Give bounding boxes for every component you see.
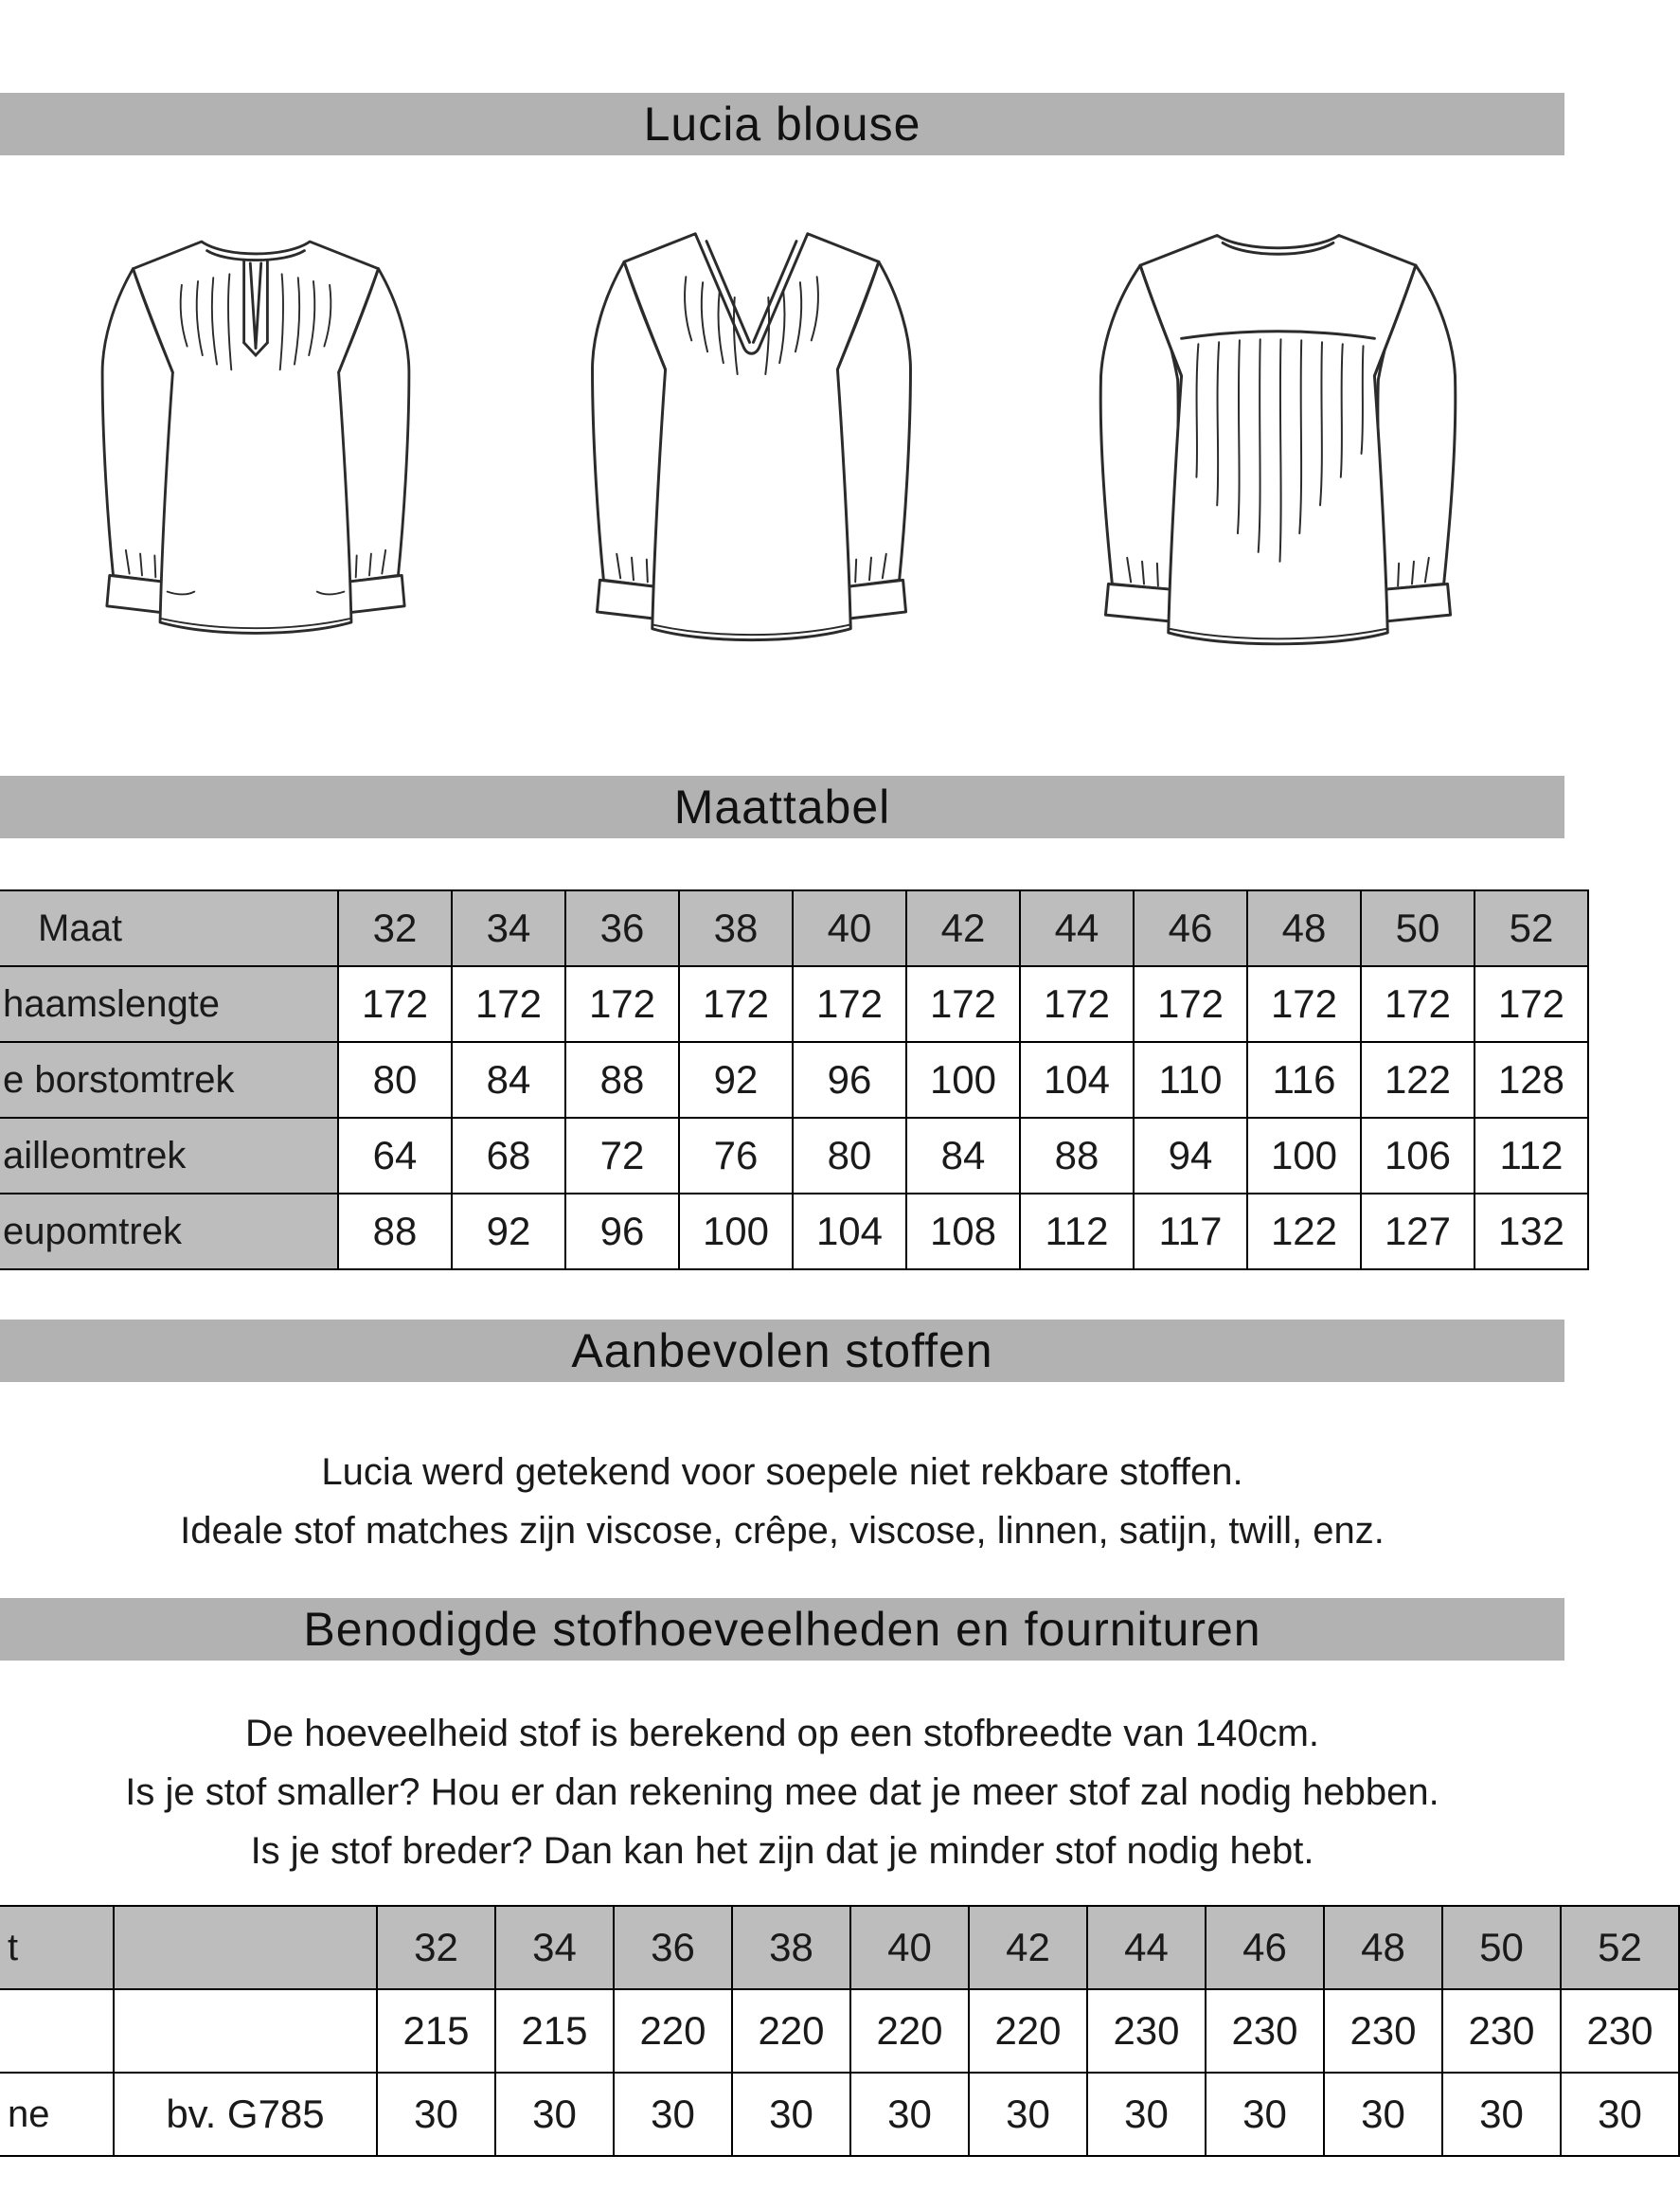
req-cell: 30 <box>377 2073 495 2156</box>
requirements-note <box>0 1704 1564 1880</box>
blouse-front-notch-drawing <box>66 193 445 709</box>
size-cell: 172 <box>1020 966 1134 1042</box>
fabrics-note-line-2: Ideale stof matches zijn viscose, crêpe, viscose, linnen, satijn, twill, enz. <box>180 1510 1385 1552</box>
size-cell: 96 <box>565 1194 679 1269</box>
size-cell: 172 <box>906 966 1020 1042</box>
size-col-header: 34 <box>452 890 565 966</box>
page-title: Lucia blouse <box>643 98 921 151</box>
size-table-row <box>0 1118 1588 1194</box>
size-col-header: 40 <box>850 1906 969 1989</box>
req-cell: 215 <box>377 1989 495 2073</box>
size-table-row <box>0 1042 1588 1118</box>
size-cell: 172 <box>793 966 906 1042</box>
size-cell: 172 <box>1134 966 1247 1042</box>
size-cell: 172 <box>338 966 452 1042</box>
req-cell: 30 <box>1087 2073 1206 2156</box>
size-table <box>0 889 1589 1270</box>
blouse-front-vneck-drawing <box>555 193 948 709</box>
size-col-header: 44 <box>1020 890 1134 966</box>
size-cell: 122 <box>1247 1194 1361 1269</box>
req-cell: 30 <box>732 2073 850 2156</box>
row-label: t <box>0 1906 114 1989</box>
size-col-header: 32 <box>338 890 452 966</box>
req-cell: 30 <box>1206 2073 1324 2156</box>
section-bar-maattabel <box>0 776 1564 838</box>
size-cell: 106 <box>1361 1118 1474 1194</box>
size-cell: 100 <box>679 1194 793 1269</box>
req-cell: 30 <box>969 2073 1087 2156</box>
size-col-header: 46 <box>1206 1906 1324 1989</box>
title-bar <box>0 93 1564 155</box>
req-cell: 230 <box>1324 1989 1442 2073</box>
size-cell: 172 <box>565 966 679 1042</box>
req-cell: 30 <box>850 2073 969 2156</box>
size-cell: 112 <box>1020 1194 1134 1269</box>
req-cell: 220 <box>732 1989 850 2073</box>
blouse-back-drawing <box>1058 193 1498 709</box>
size-cell: 116 <box>1247 1042 1361 1118</box>
size-cell: 80 <box>793 1118 906 1194</box>
req-cell: 230 <box>1442 1989 1561 2073</box>
req-cell: 230 <box>1206 1989 1324 2073</box>
size-cell: 88 <box>565 1042 679 1118</box>
row-sublabel: bv. G785 <box>114 2073 377 2156</box>
section-title-benodigd: Benodigde stofhoeveelheden en fournituren <box>303 1603 1261 1656</box>
size-cell: 100 <box>1247 1118 1361 1194</box>
size-col-header: 48 <box>1247 890 1361 966</box>
size-cell: 72 <box>565 1118 679 1194</box>
req-cell: 230 <box>1561 1989 1679 2073</box>
row-label <box>0 1989 114 2073</box>
size-cell: 100 <box>906 1042 1020 1118</box>
section-bar-stoffen <box>0 1320 1564 1382</box>
size-col-header: 52 <box>1561 1906 1679 1989</box>
req-cell: 230 <box>1087 1989 1206 2073</box>
size-col-header: 42 <box>969 1906 1087 1989</box>
size-cell: 127 <box>1361 1194 1474 1269</box>
size-cell: 80 <box>338 1042 452 1118</box>
size-cell: 64 <box>338 1118 452 1194</box>
size-cell: 172 <box>452 966 565 1042</box>
size-table-header-row <box>0 890 1588 966</box>
size-cell: 84 <box>452 1042 565 1118</box>
section-title-maattabel: Maattabel <box>673 781 891 834</box>
row-label: e borstomtrek <box>0 1042 338 1118</box>
size-cell: 88 <box>1020 1118 1134 1194</box>
size-cell: 104 <box>793 1194 906 1269</box>
req-cell: 220 <box>969 1989 1087 2073</box>
size-col-header: 42 <box>906 890 1020 966</box>
row-sublabel <box>114 1989 377 2073</box>
size-col-header: 44 <box>1087 1906 1206 1989</box>
size-cell: 104 <box>1020 1042 1134 1118</box>
size-col-header: 32 <box>377 1906 495 1989</box>
size-col-header: 40 <box>793 890 906 966</box>
requirements-note-line-3: Is je stof breder? Dan kan het zijn dat je minder stof nodig hebt. <box>250 1830 1314 1872</box>
size-cell: 122 <box>1361 1042 1474 1118</box>
size-cell: 128 <box>1474 1042 1588 1118</box>
requirements-row-fabric <box>0 1989 1679 2073</box>
size-cell: 108 <box>906 1194 1020 1269</box>
req-cell: 30 <box>614 2073 732 2156</box>
size-cell: 84 <box>906 1118 1020 1194</box>
row-sublabel <box>114 1906 377 1989</box>
section-bar-benodigd <box>0 1598 1564 1661</box>
size-cell: 172 <box>1474 966 1588 1042</box>
technical-drawings <box>0 193 1564 709</box>
size-col-header: 38 <box>679 890 793 966</box>
size-cell: 92 <box>679 1042 793 1118</box>
req-cell: 220 <box>850 1989 969 2073</box>
row-label: haamslengte <box>0 966 338 1042</box>
row-label: ne <box>0 2073 114 2156</box>
size-cell: 96 <box>793 1042 906 1118</box>
requirements-note-line-1: De hoeveelheid stof is berekend op een stofbreedte van 140cm. <box>244 1713 1320 1754</box>
row-label: eupomtrek <box>0 1194 338 1269</box>
size-col-header: 38 <box>732 1906 850 1989</box>
size-cell: 92 <box>452 1194 565 1269</box>
size-col-header: 50 <box>1361 890 1474 966</box>
requirements-row-interfacing <box>0 2073 1679 2156</box>
row-label: ailleomtrek <box>0 1118 338 1194</box>
size-col-header: 50 <box>1442 1906 1561 1989</box>
size-col-header: 52 <box>1474 890 1588 966</box>
requirements-note-line-2: Is je stof smaller? Hou er dan rekening mee dat je meer stof zal nodig hebben. <box>125 1771 1439 1813</box>
req-cell: 30 <box>1561 2073 1679 2156</box>
size-cell: 117 <box>1134 1194 1247 1269</box>
requirements-table <box>0 1905 1680 2157</box>
size-cell: 172 <box>1247 966 1361 1042</box>
req-cell: 30 <box>1442 2073 1561 2156</box>
requirements-header-row <box>0 1906 1679 1989</box>
size-cell: 76 <box>679 1118 793 1194</box>
req-cell: 220 <box>614 1989 732 2073</box>
size-table-row <box>0 966 1588 1042</box>
req-cell: 215 <box>495 1989 614 2073</box>
row-label: Maat <box>0 890 338 966</box>
size-cell: 172 <box>679 966 793 1042</box>
size-cell: 172 <box>1361 966 1474 1042</box>
size-cell: 112 <box>1474 1118 1588 1194</box>
size-cell: 132 <box>1474 1194 1588 1269</box>
req-cell: 30 <box>495 2073 614 2156</box>
size-col-header: 34 <box>495 1906 614 1989</box>
size-table-row <box>0 1194 1588 1269</box>
size-cell: 110 <box>1134 1042 1247 1118</box>
size-cell: 94 <box>1134 1118 1247 1194</box>
fabrics-note <box>0 1443 1564 1560</box>
section-title-stoffen: Aanbevolen stoffen <box>571 1324 993 1377</box>
fabrics-note-line-1: Lucia werd getekend voor soepele niet rekbare stoffen. <box>321 1451 1243 1493</box>
size-col-header: 36 <box>614 1906 732 1989</box>
size-cell: 68 <box>452 1118 565 1194</box>
size-col-header: 48 <box>1324 1906 1442 1989</box>
req-cell: 30 <box>1324 2073 1442 2156</box>
size-cell: 88 <box>338 1194 452 1269</box>
size-col-header: 46 <box>1134 890 1247 966</box>
size-col-header: 36 <box>565 890 679 966</box>
